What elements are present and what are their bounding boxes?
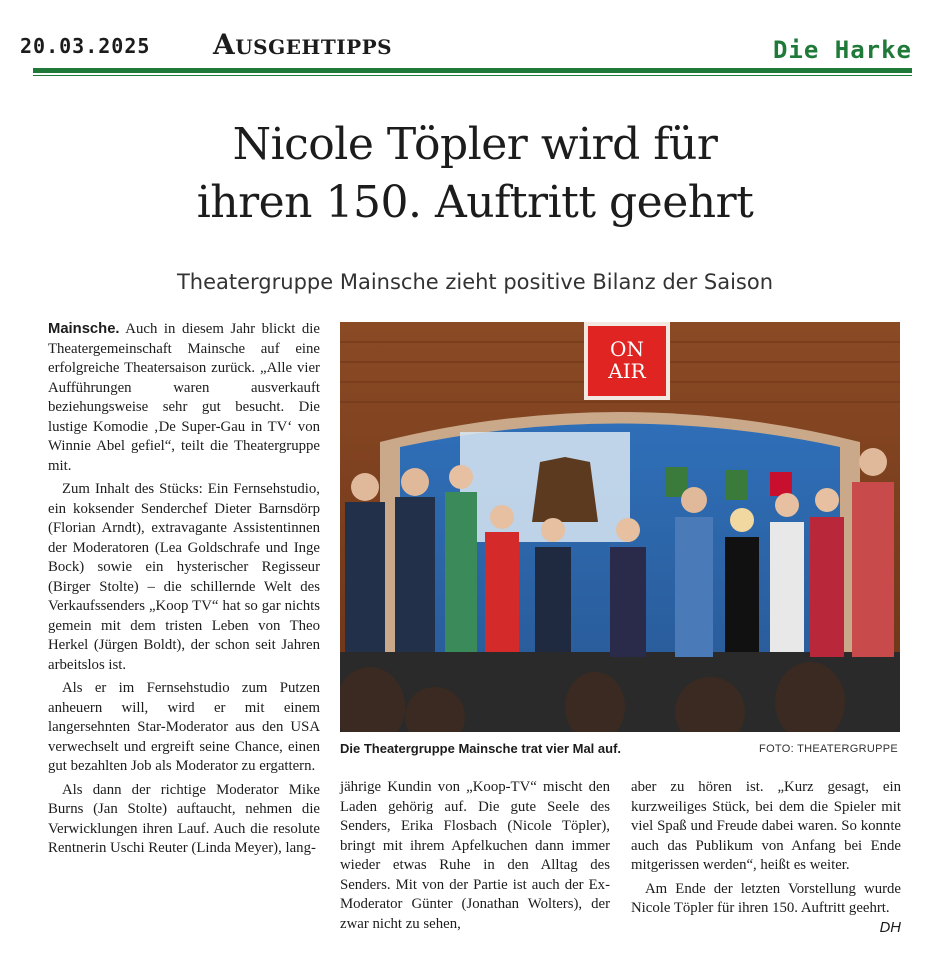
article-headline — [0, 116, 950, 232]
article-subheadline: Theatergruppe Mainsche zieht positive Bilanz der Saison — [176, 270, 774, 294]
photo-caption: Die Theatergruppe Mainsche trat vier Mal auf. — [340, 741, 622, 756]
article-column-1 — [48, 320, 320, 863]
article-photo — [340, 322, 900, 732]
on-air-sign-line-1: ON — [610, 337, 644, 361]
headline-line-2: ihren 150. Auftritt geehrt — [196, 177, 754, 228]
paragraph-4-end: aber zu hören ist. „Kurz gesagt, ein kurzweiliges Stück, bei dem die Spieler mit viel Spaß und Freude dabei waren. So konnte auch das Publikum von Anfang bei Ende mitgerissen werden“, heißt es weiter. — [631, 779, 901, 873]
paragraph-1-text: Auch in diesem Jahr blickt die Theatergemeinschaft Mainsche auf eine erfolgreiche Theatersaison zurück. „Alle vier Aufführungen waren ausverkauft beziehungsweise sehr gut besucht. Die lustige Komodie ‚De Super-Gau in TV‘ von Winnie Abel gefiel“, teilt die Theatergruppe mit. — [48, 321, 320, 474]
paragraph-5-text: Am Ende der letzten Vorstellung wurde Nicole Töpler für ihren 150. Auftritt geehrt. — [631, 880, 901, 916]
newspaper-brand: Die Harke — [772, 36, 912, 64]
paragraph-3: Als er im Fernsehstudio zum Putzen anheuern will, wird er mit einem langersehnten Star-Moderator aus den USA verwechselt und ergreift seine Chance, einen gut bezahlten Job als Moderator zu ergattern. — [48, 680, 320, 774]
article-column-2 — [340, 778, 610, 938]
paragraph-1 — [48, 320, 320, 476]
dateline: Mainsche. — [48, 321, 120, 337]
paragraph-2: Zum Inhalt des Stücks: Ein Fernsehstudio, ein koksender Senderchef Dieter Barnsdörp (Florian Arndt), extravagante Assistentinnen der Moderatoren (Lea Goldschrafe und Inge Bock) sowie ein hysterischer Regisseur (Birger Stolte) – die schillernde Welt des Verkaufssenders „Koop TV“ hat so gar nichts gemein mit dem tristen Leben von Theo Herkel (Jürgen Boldt), der schon seit Jahren arbeitslos ist. — [48, 481, 320, 673]
author-signature: DH — [879, 919, 901, 936]
paragraph-4: Als dann der richtige Moderator Mike Burns (Jan Stolte) auftaucht, nehmen die Verwicklungen ihren Lauf. Auch die resolute Rentnerin Uschi Reuter (Linda Meyer), lang- — [48, 781, 320, 856]
paragraph-5 — [631, 880, 901, 936]
on-air-sign-line-2: AIR — [608, 359, 646, 383]
section-title: Ausgehtipps — [213, 28, 393, 61]
photo-credit: FOTO: THEATERGRUPPE — [759, 743, 898, 755]
paragraph-4-continued: jährige Kundin von „Koop-TV“ mischt den Laden gehörig auf. Die gute Seele des Senders, Erika Flosbach (Nicole Töpler), bringt mit ihrem Apfelkuchen dann immer wieder etwas Ruhe in den Alltag des Senders. Mit von der Partie ist auch der Ex-Moderator Günter (Jonathan Wolters), der zwar nicht zu sehen, — [340, 779, 610, 932]
headline-line-1: Nicole Töpler wird für — [232, 119, 718, 170]
header-rule-thin — [33, 75, 912, 76]
on-air-sign — [584, 322, 670, 400]
header-rule — [33, 68, 912, 73]
issue-date: 20.03.2025 — [20, 34, 151, 58]
article-column-3 — [631, 778, 901, 938]
